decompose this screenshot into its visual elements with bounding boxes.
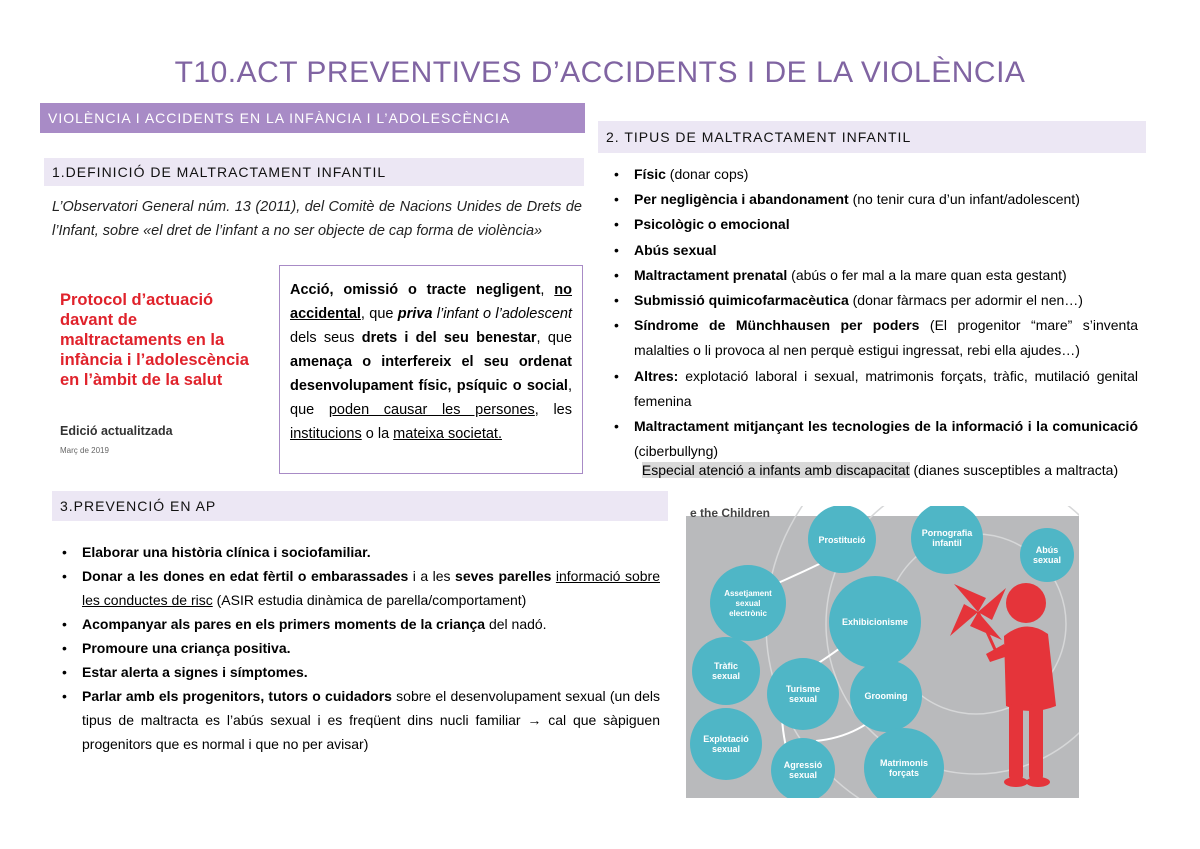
def-part: amenaça o interfereix el seu ordenat desenvolupament físic, psíquic o social [290, 354, 572, 394]
def-part: institucions [290, 426, 362, 442]
def-part: Acció, omissió o tracte negligent [290, 282, 541, 298]
def-part: no accidental [290, 282, 572, 322]
special-attention-note [640, 458, 1120, 482]
def-part: mateixa societat. [393, 426, 502, 442]
def-part: , que [290, 378, 572, 418]
def-part: , que [360, 306, 398, 322]
prevention-list [56, 540, 660, 756]
bubble-abus-sexual [1020, 528, 1074, 582]
list-item: • Donar a les dones en edat fèrtil o embarassades i a les seves parelles informació sobre les conductes de risc (ASIR estudia dinàmica de parella/comportament) [56, 564, 660, 612]
def-part: drets i del seu benestar [361, 330, 537, 346]
bubble-trafic [692, 637, 760, 705]
bubble-explotacio [690, 708, 762, 780]
list-item: • Parlar amb els progenitors, tutors o cuidadors sobre el desenvolupament sexual (un dels tipus de maltracta es l’abús sexual i es freqüent dins nucli familiar → cal que sàpiguen progenitors que es normal i que no per avisar) [56, 684, 660, 756]
page-title: T10.ACT PREVENTIVES D’ACCIDENTS I DE LA VIOLÈNCIA [174, 56, 1026, 89]
violence-types-infographic [686, 506, 1079, 798]
list-item: • Psicològic o emocional [608, 212, 1138, 237]
svg-text:Grooming: Grooming [864, 691, 908, 701]
def-part: poden causar les persones [328, 402, 535, 418]
section2-heading: 2. TIPUS DE MALTRACTAMENT INFANTIL [598, 121, 1146, 153]
list-item: • Maltractament mitjançant les tecnologies de la informació i la comunicació (ciberbullyng) [608, 414, 1138, 464]
list-item: • Altres: explotació laboral i sexual, matrimonis forçats, tràfic, mutilació genital femenina [608, 364, 1138, 414]
list-item: • Abús sexual [608, 238, 1138, 263]
list-item: • Físic (donar cops) [608, 162, 1138, 187]
list-item: • Promoure una criança positiva. [56, 636, 660, 660]
bubble-exhibicionisme [829, 576, 921, 668]
def-part: l’infant o l’adolescent [432, 306, 572, 322]
svg-text:Assetjamentsexualelectrònic: Assetjament sexual electrònic [724, 589, 772, 618]
def-part: , que [536, 330, 573, 346]
list-item: • Per negligència i abandonament (no tenir cura d’un infant/adolescent) [608, 187, 1138, 212]
protocol-date: Març de 2019 [60, 446, 109, 455]
def-part: priva [397, 306, 433, 322]
protocol-edition: Edició actualitzada [60, 424, 173, 438]
section-banner: VIOLÈNCIA I ACCIDENTS EN LA INFÀNCIA I L’ADOLESCÈNCIA [40, 103, 585, 133]
svg-text:Pornografiainfantil: Pornografia infantil [921, 528, 973, 548]
highlight-text: Especial atenció a infants amb discapacitat [641, 462, 910, 478]
svg-text:Tràficsexual: Tràfic sexual [711, 661, 741, 681]
list-item: • Síndrome de Münchhausen per poders (El progenitor “mare” s’inventa malalties o li provoca al nen perquè estigui ingressat, rebi ella ajudes…) [608, 313, 1138, 363]
svg-text:Turismesexual: Turisme sexual [785, 684, 821, 704]
svg-text:Matrimonisforçats: Matrimonis forçats [879, 758, 929, 778]
def-part: dels seus [290, 330, 362, 346]
section3-heading: 3.PREVENCIÓ EN AP [52, 491, 668, 521]
svg-text:Prostitució: Prostitució [818, 535, 866, 545]
bubble-grooming [850, 660, 922, 732]
bubble-assetjament [710, 565, 786, 641]
def-part: , [540, 282, 555, 298]
definition-box [279, 265, 583, 474]
infographic-header-text: e the Children [690, 506, 771, 520]
section1-intro: L’Observatori General núm. 13 (2011), del Comitè de Nacions Unides de Drets de l’Infant, sobre «el dret de l’infant a no ser objecte de cap forma de violència» [52, 199, 582, 239]
def-part: , les [534, 402, 572, 418]
svg-text:Agressiósexual: Agressió sexual [783, 760, 823, 780]
maltreatment-types-list [608, 162, 1138, 464]
list-item: • Acompanyar als pares en els primers moments de la criança del nadó. [56, 612, 660, 636]
section1-heading: 1.DEFINICIÓ DE MALTRACTAMENT INFANTIL [44, 158, 584, 186]
bubble-turisme [767, 658, 839, 730]
list-item: • Submissió quimicofarmacèutica (donar fàrmacs per adormir el nen…) [608, 288, 1138, 313]
def-part: o la [361, 426, 394, 442]
protocol-title: Protocol d’actuació davant de maltractaments en la infància i l’adolescència en l’àmbit de la salut [60, 291, 249, 389]
svg-text:Abússexual: Abús sexual [1032, 545, 1062, 565]
bubble-prostitucio [808, 506, 876, 573]
special-rest: (dianes susceptibles a maltracta) [909, 462, 1119, 478]
list-item: • Estar alerta a signes i símptomes. [56, 660, 660, 684]
svg-text:Exhibicionisme: Exhibicionisme [841, 617, 909, 627]
list-item: • Elaborar una història clínica i sociofamiliar. [56, 540, 660, 564]
list-item: • Maltractament prenatal (abús o fer mal a la mare quan esta gestant) [608, 263, 1138, 288]
svg-text:Explotaciósexual: Explotació sexual [703, 734, 749, 754]
